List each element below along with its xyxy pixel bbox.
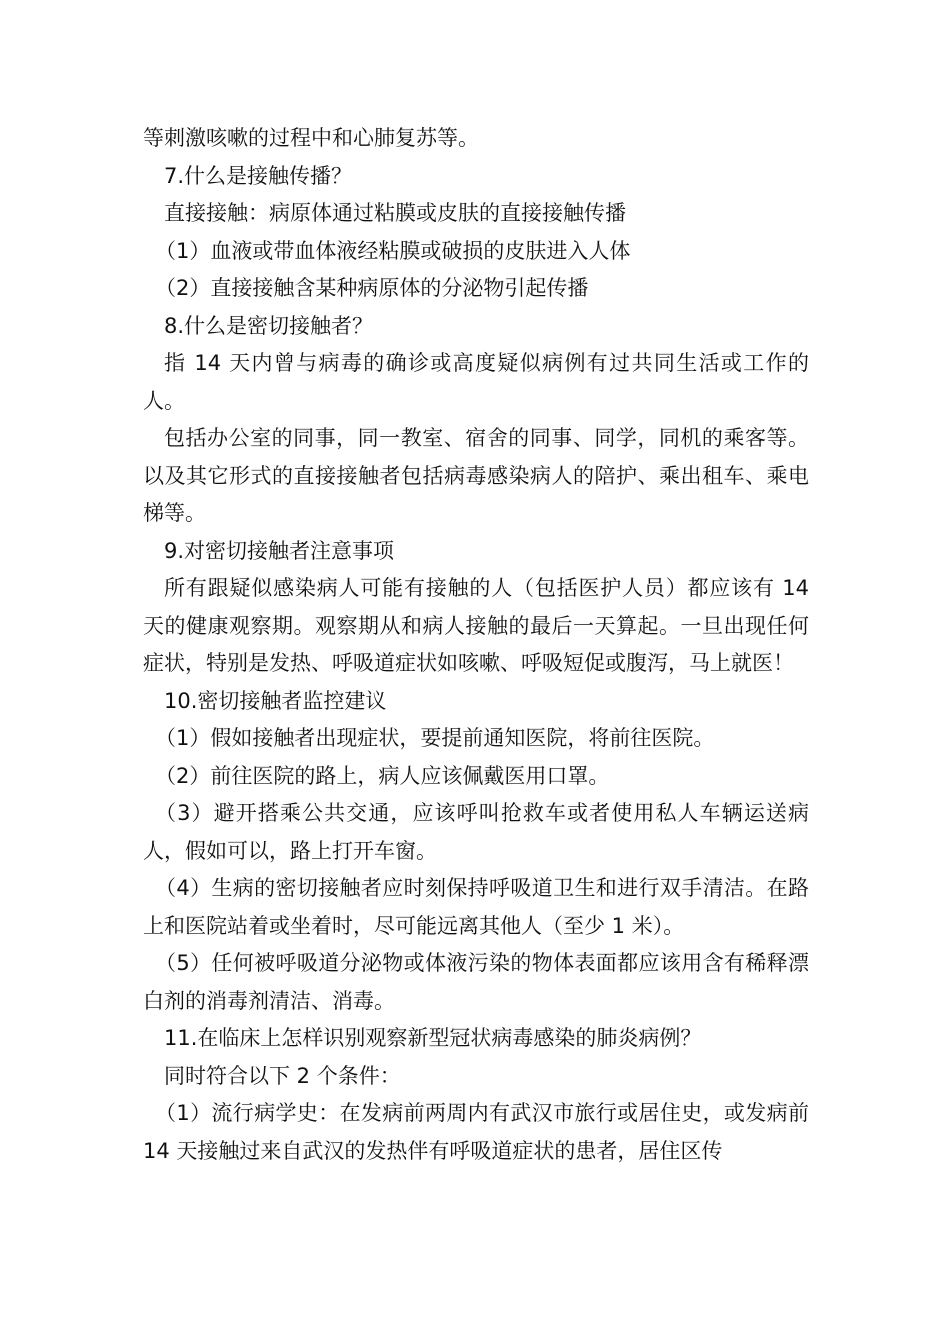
list-item-monitor-3: （3）避开搭乘公共交通，应该呼叫抢救车或者使用私人车辆运送病人，假如可以，路上打开车窗。 [143,801,809,863]
list-item-monitor-1: （1）假如接触者出现症状，要提前通知医院，将前往医院。 [155,726,715,750]
paragraph-conditions: 同时符合以下 2 个条件： [164,1063,401,1088]
list-item-monitor-4: （4）生病的密切接触者应时刻保持呼吸道卫生和进行双手清洁。在路上和医院站着或坐着时，尽可能远离其他人（至少 1 米）。 [143,876,809,938]
list-item-contact-2: （2）直接接触含某种病原体的分泌物引起传播 [155,276,589,300]
paragraph-direct-contact: 直接接触：病原体通过粘膜或皮肤的直接接触传播 [164,201,626,225]
heading-q7: 7.什么是接触传播？ [164,163,353,188]
paragraph-1: 等刺激咳嗽的过程中和心肺复苏等。 [143,126,479,150]
document-page [143,120,809,1170]
heading-q10: 10.密切接触者监控建议 [164,688,387,713]
list-item-contact-1: （1）血液或带血体液经粘膜或破损的皮肤进入人体 [155,238,631,263]
heading-q9: 9.对密切接触者注意事项 [164,538,395,563]
heading-q8: 8.什么是密切接触者？ [164,313,374,338]
paragraph-close-contact-examples: 包括办公室的同事，同一教室、宿舍的同事、同学，同机的乘客等。以及其它形式的直接接触者包括病毒感染病人的陪护、乘出租车、乘电梯等。 [143,426,809,525]
paragraph-close-contact-def: 指 14 天内曾与病毒的确诊或高度疑似病例有过共同生活或工作的人。 [143,351,809,413]
list-item-condition-1: （1）流行病学史：在发病前两周内有武汉市旅行或居住史，或发病前 14 天接触过来自武汉的发热伴有呼吸道症状的患者，居住区传 [143,1101,809,1163]
list-item-monitor-2: （2）前往医院的路上，病人应该佩戴医用口罩。 [155,763,610,788]
list-item-monitor-5: （5）任何被呼吸道分泌物或体液污染的物体表面都应该用含有稀释漂白剂的消毒剂清洁、消毒。 [143,951,809,1013]
heading-q11: 11.在临床上怎样识别观察新型冠状病毒感染的肺炎病例？ [164,1026,702,1050]
paragraph-observation-period: 所有跟疑似感染病人可能有接触的人（包括医护人员）都应该有 14 天的健康观察期。观察期从和病人接触的最后一天算起。一旦出现任何症状，特别是发热、呼吸道症状如咳嗽、呼吸短促或腹泻，马上就医！ [143,576,809,675]
